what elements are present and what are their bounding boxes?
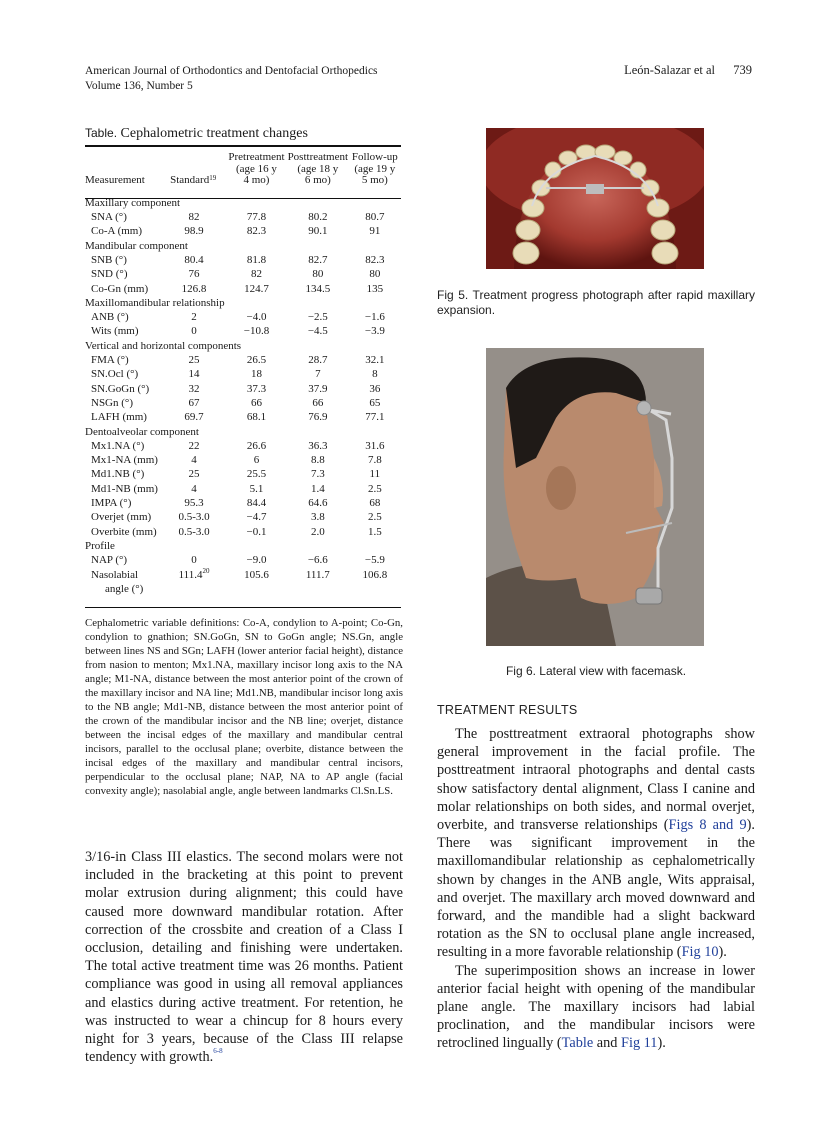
measurement-cell: NSGn (°)	[91, 396, 133, 409]
table-row	[85, 482, 401, 496]
running-head-right	[624, 63, 752, 78]
table-row	[85, 467, 401, 481]
table-row	[85, 367, 401, 381]
table-header-row	[85, 152, 401, 193]
table-label: Table.	[85, 126, 118, 140]
table-row	[85, 396, 401, 410]
standard-cell: 111.4$^{20}$	[178, 566, 210, 581]
standard-ref: 19	[209, 174, 217, 183]
standard-cell: 32	[188, 382, 200, 395]
table-title-text: Cephalometric treatment changes	[120, 126, 308, 141]
table-row	[85, 282, 401, 296]
posttreatment-cell: −2.5	[307, 311, 328, 324]
follow-up-cell: 2.5	[367, 511, 382, 524]
standard-cell: 0.5-3.0	[178, 511, 210, 524]
pretreatment-cell: 5.1	[249, 482, 264, 495]
measurement-cell: SN.GoGn (°)	[91, 382, 150, 395]
table-row	[85, 410, 401, 424]
table-row	[85, 310, 401, 324]
standard-cell: 4	[191, 482, 197, 495]
pretreatment-cell: −9.0	[246, 554, 267, 567]
follow-up-cell: 80.7	[365, 211, 385, 224]
measurement-cell: FMA (°)	[91, 354, 129, 367]
measurement-cell: ANB (°)	[91, 311, 129, 324]
posttreatment-cell: −6.6	[307, 554, 328, 567]
posttreatment-cell: 111.7	[305, 568, 330, 581]
measurement-cell: Overjet (mm)	[91, 511, 152, 524]
table-row	[85, 210, 401, 224]
standard-cell: 22	[188, 439, 200, 452]
section-label: Profile	[85, 539, 115, 552]
col-follow-up: Follow-up (age 19 y 5 mo)	[351, 151, 398, 187]
follow-up-cell: 2.5	[367, 482, 382, 495]
pretreatment-cell: 18	[250, 368, 262, 381]
standard-cell: 95.3	[184, 497, 204, 510]
col-pretreatment: Pretreatment (age 16 y 4 mo)	[228, 151, 285, 187]
table-section-row	[85, 196, 401, 210]
cephalometric-table	[85, 152, 401, 596]
posttreatment-cell: 2.0	[310, 525, 325, 538]
pretreatment-cell: 26.5	[246, 354, 267, 367]
pretreatment-cell: 82.3	[246, 225, 267, 238]
table-row	[85, 553, 401, 567]
posttreatment-cell: 66	[312, 396, 324, 409]
posttreatment-cell: 28.7	[308, 354, 328, 367]
measurement-cell: Co-A (mm)	[91, 225, 143, 238]
journal-header	[85, 64, 378, 94]
follow-up-cell: 32.1	[365, 354, 385, 367]
follow-up-cell: −1.6	[364, 311, 385, 324]
pretreatment-cell: 105.6	[244, 568, 269, 581]
follow-up-cell: 82.3	[365, 253, 385, 266]
measurement-cell: Overbite (mm)	[91, 525, 157, 538]
measurement-cell: Mx1.NA (°)	[91, 439, 145, 452]
table-row	[85, 324, 401, 338]
posttreatment-cell: 80	[312, 268, 324, 281]
pretreatment-cell: 124.7	[244, 282, 269, 295]
standard-cell: 14	[188, 368, 200, 381]
body-text-left	[85, 848, 403, 1066]
col-standard: Standard$^{19}$	[170, 174, 217, 187]
follow-up-cell: −5.9	[364, 554, 385, 567]
posttreatment-cell: 8.8	[310, 454, 325, 467]
fig6-caption: Fig 6. Lateral view with facemask.	[505, 664, 687, 678]
follow-up-cell: 135	[366, 282, 384, 295]
posttreatment-cell: −4.5	[307, 325, 328, 338]
follow-up-cell: 36	[369, 382, 381, 395]
section-heading: TREATMENT RESULTS	[437, 703, 578, 717]
posttreatment-cell: 1.4	[310, 482, 325, 495]
table-section-row	[85, 239, 401, 253]
posttreatment-cell: 7	[315, 368, 321, 381]
standard-cell: 76	[188, 268, 200, 281]
measurement-cell: Nasolabial angle (°)	[91, 568, 144, 595]
table-row	[85, 353, 401, 367]
standard-cell: 82	[188, 211, 200, 224]
fig5-intraoral-photo	[486, 128, 704, 269]
measurement-cell: Mx1-NA (mm)	[91, 454, 158, 467]
standard-cell: 0.5-3.0	[178, 525, 210, 538]
measurement-cell: SN.Ocl (°)	[91, 368, 139, 381]
section-label: Maxillomandibular relationship	[85, 296, 225, 309]
follow-up-cell: 7.8	[367, 454, 382, 467]
table-section-row	[85, 296, 401, 310]
standard-cell: 80.4	[184, 253, 204, 266]
table-row	[85, 224, 401, 238]
table-row	[85, 253, 401, 267]
table-row	[85, 453, 401, 467]
measurement-cell: Md1-NB (mm)	[91, 482, 158, 495]
fig-link[interactable]: Figs 8 and 9	[668, 817, 747, 834]
standard-cell: 25	[188, 354, 200, 367]
table-section-row	[85, 539, 401, 553]
pretreatment-cell: −4.7	[246, 511, 267, 524]
paragraph: 3/16-in Class III elastics. The second molars were not included in the bracketing at this point to prevent molar extrusion during alignment; this could have caused more downward mandibular rotation. After correction of the crossbite and creation of a Class I occlusion, detailing and finishing were undertaken. The total active treatment time was 26 months. Patient compliance was good in using all removal appliances and elastics during active treatment. For retention, he was instructed to wear a chincup for 8 hours every night for 3 years, because of the Class III relapse tendency with growth.$^{6-8}$	[85, 849, 403, 1066]
posttreatment-cell: 90.1	[308, 225, 328, 238]
posttreatment-cell: 37.9	[308, 382, 328, 395]
measurement-cell: IMPA (°)	[91, 497, 132, 510]
posttreatment-cell: 64.6	[308, 497, 328, 510]
pretreatment-cell: 84.4	[246, 497, 267, 510]
col-measurement: Measurement	[85, 174, 145, 187]
pretreatment-cell: 81.8	[246, 253, 267, 266]
col-posttreatment: Posttreatment (age 18 y 6 mo)	[287, 151, 349, 187]
table-section-row	[85, 339, 401, 353]
section-label: Maxillary component	[85, 196, 181, 209]
table-footnote: Cephalometric variable definitions: Co-A, condylion to A-point; Co-Gn, condylion to gnathion; SN.GoGn, SN to GoGn angle; NS.Gn, angle between lines NS and SGn; LAFH (lower anterior facial height), distance from nasion to menton; Mx1.NA, maxillary incisor long axis to the NA angle; M1-NA, distance between the most anterior point of the crown of the maxillary incisor and NA line; Md1.NB, mandibular incisor long axis to the NB angle; Md1-NB, distance between the most anterior point of the crown of the mandibular incisor and the NB line; overjet, distance between the incisal edges of the maxillary and mandibular central incisors, parallel to the occlusal plane; overbite, distance between the incisal edges of the maxillary and mandibular central incisors, perpendicular to the occlusal plane; NAP, NA to AP angle (facial convexity angle); nasolabial angle, angle between landmarks Cl.Sn.LS.	[85, 617, 403, 797]
standard-cell: 4	[191, 454, 197, 467]
table-section-row	[85, 425, 401, 439]
journal-name: American Journal of Orthodontics and Dentofacial Orthopedics	[85, 65, 378, 77]
posttreatment-cell: 134.5	[305, 282, 331, 295]
pretreatment-cell: −10.8	[243, 325, 270, 338]
pretreatment-cell: −0.1	[246, 525, 267, 538]
fig6-lateral-photo	[486, 348, 704, 646]
results-paragraph-2: The superimposition shows an increase in lower anterior facial height with opening of the mandibular plane angle. The maxillary incisors had labial proclination, and the mandibular incisors were retroclined lingually (Table and Fig 11).	[437, 962, 755, 1052]
page-number: 739	[733, 63, 752, 77]
follow-up-cell: 91	[369, 225, 381, 238]
posttreatment-cell: 3.8	[310, 511, 325, 524]
follow-up-cell: 11	[369, 468, 381, 481]
standard-cell: 126.8	[181, 282, 207, 295]
measurement-cell: SNA (°)	[91, 211, 127, 224]
standard-cell: 0	[191, 554, 197, 567]
pretreatment-cell: −4.0	[246, 311, 267, 324]
follow-up-cell: 80	[369, 268, 381, 281]
table-top-rule	[85, 145, 401, 147]
table-bottom-rule	[85, 607, 401, 608]
measurement-cell: Md1.NB (°)	[91, 468, 145, 481]
table-row	[85, 267, 401, 281]
table-row	[85, 510, 401, 524]
authors: León-Salazar et al	[624, 63, 715, 77]
posttreatment-cell: 82.7	[308, 253, 328, 266]
citation: 6-8	[213, 1047, 223, 1056]
standard-cell: 0	[191, 325, 197, 338]
table-title	[85, 126, 308, 142]
pretreatment-cell: 37.3	[246, 382, 267, 395]
posttreatment-cell: 36.3	[308, 439, 328, 452]
standard-cell: 25	[188, 468, 200, 481]
posttreatment-cell: 7.3	[310, 468, 325, 481]
pretreatment-cell: 6	[253, 454, 260, 467]
follow-up-cell: 31.6	[365, 439, 385, 452]
measurement-cell: Co-Gn (mm)	[91, 282, 149, 295]
table-row	[85, 382, 401, 396]
fig-link[interactable]: Fig 10	[681, 944, 719, 961]
standard-cell: 67	[188, 396, 200, 409]
section-label: Vertical and horizontal components	[85, 339, 242, 352]
measurement-cell: NAP (°)	[91, 554, 128, 567]
follow-up-cell: 106.8	[362, 568, 388, 581]
pretreatment-cell: 26.6	[246, 439, 267, 452]
posttreatment-cell: 76.9	[308, 411, 328, 424]
measurement-cell: Wits (mm)	[91, 325, 139, 338]
measurement-cell: SND (°)	[91, 268, 128, 281]
pretreatment-cell: 82	[250, 268, 262, 281]
pretreatment-cell: 25.5	[246, 468, 267, 481]
standard-cell: 2	[191, 311, 197, 324]
follow-up-cell: 68	[369, 497, 381, 510]
follow-up-cell: 1.5	[367, 525, 382, 538]
fig-link[interactable]: Fig 11	[621, 1035, 658, 1052]
fig5-caption: Fig 5. Treatment progress photograph after rapid maxillary expansion.	[437, 288, 755, 317]
journal-volume: Volume 136, Number 5	[85, 80, 193, 92]
pretreatment-cell: 68.1	[246, 411, 267, 424]
follow-up-cell: 77.1	[365, 411, 385, 424]
table-link[interactable]: Table	[561, 1035, 594, 1052]
follow-up-cell: −3.9	[364, 325, 385, 338]
table-row	[85, 525, 401, 539]
section-label: Mandibular component	[85, 239, 188, 252]
body-text-right	[437, 725, 755, 1053]
standard-cell: 98.9	[184, 225, 204, 238]
standard-cell: 69.7	[184, 411, 204, 424]
table-row	[85, 568, 401, 597]
results-paragraph-1: The posttreatment extraoral photographs show general improvement in the facial profile. The posttreatment intraoral photographs and dental casts show satisfactory dental alignment, Class I canine and molar relationships on both sides, and normal overjet, overbite, and transverse relationships (Figs 8 and 9). There was significant improvement in the maxillomandibular relationship as cephalometrically shown by changes in the ANB angle, Wits appraisal, and overjet. The maxillary arch moved downward and forward, and the mandible had a slight backward rotation as the SN to occlusal plane angle increased, resulting in a more favorable relationship (Fig 10).	[437, 726, 755, 961]
table-row	[85, 439, 401, 453]
follow-up-cell: 65	[369, 396, 381, 409]
section-label: Dentoalveolar component	[85, 425, 199, 438]
posttreatment-cell: 80.2	[308, 211, 328, 224]
measurement-cell: LAFH (mm)	[91, 411, 147, 424]
measurement-cell: SNB (°)	[91, 253, 127, 266]
pretreatment-cell: 77.8	[246, 211, 267, 224]
follow-up-cell: 8	[372, 368, 378, 381]
table-row	[85, 496, 401, 510]
intraoral-photo-image	[486, 128, 704, 269]
lateral-photo-image	[486, 348, 704, 646]
pretreatment-cell: 66	[250, 396, 262, 409]
